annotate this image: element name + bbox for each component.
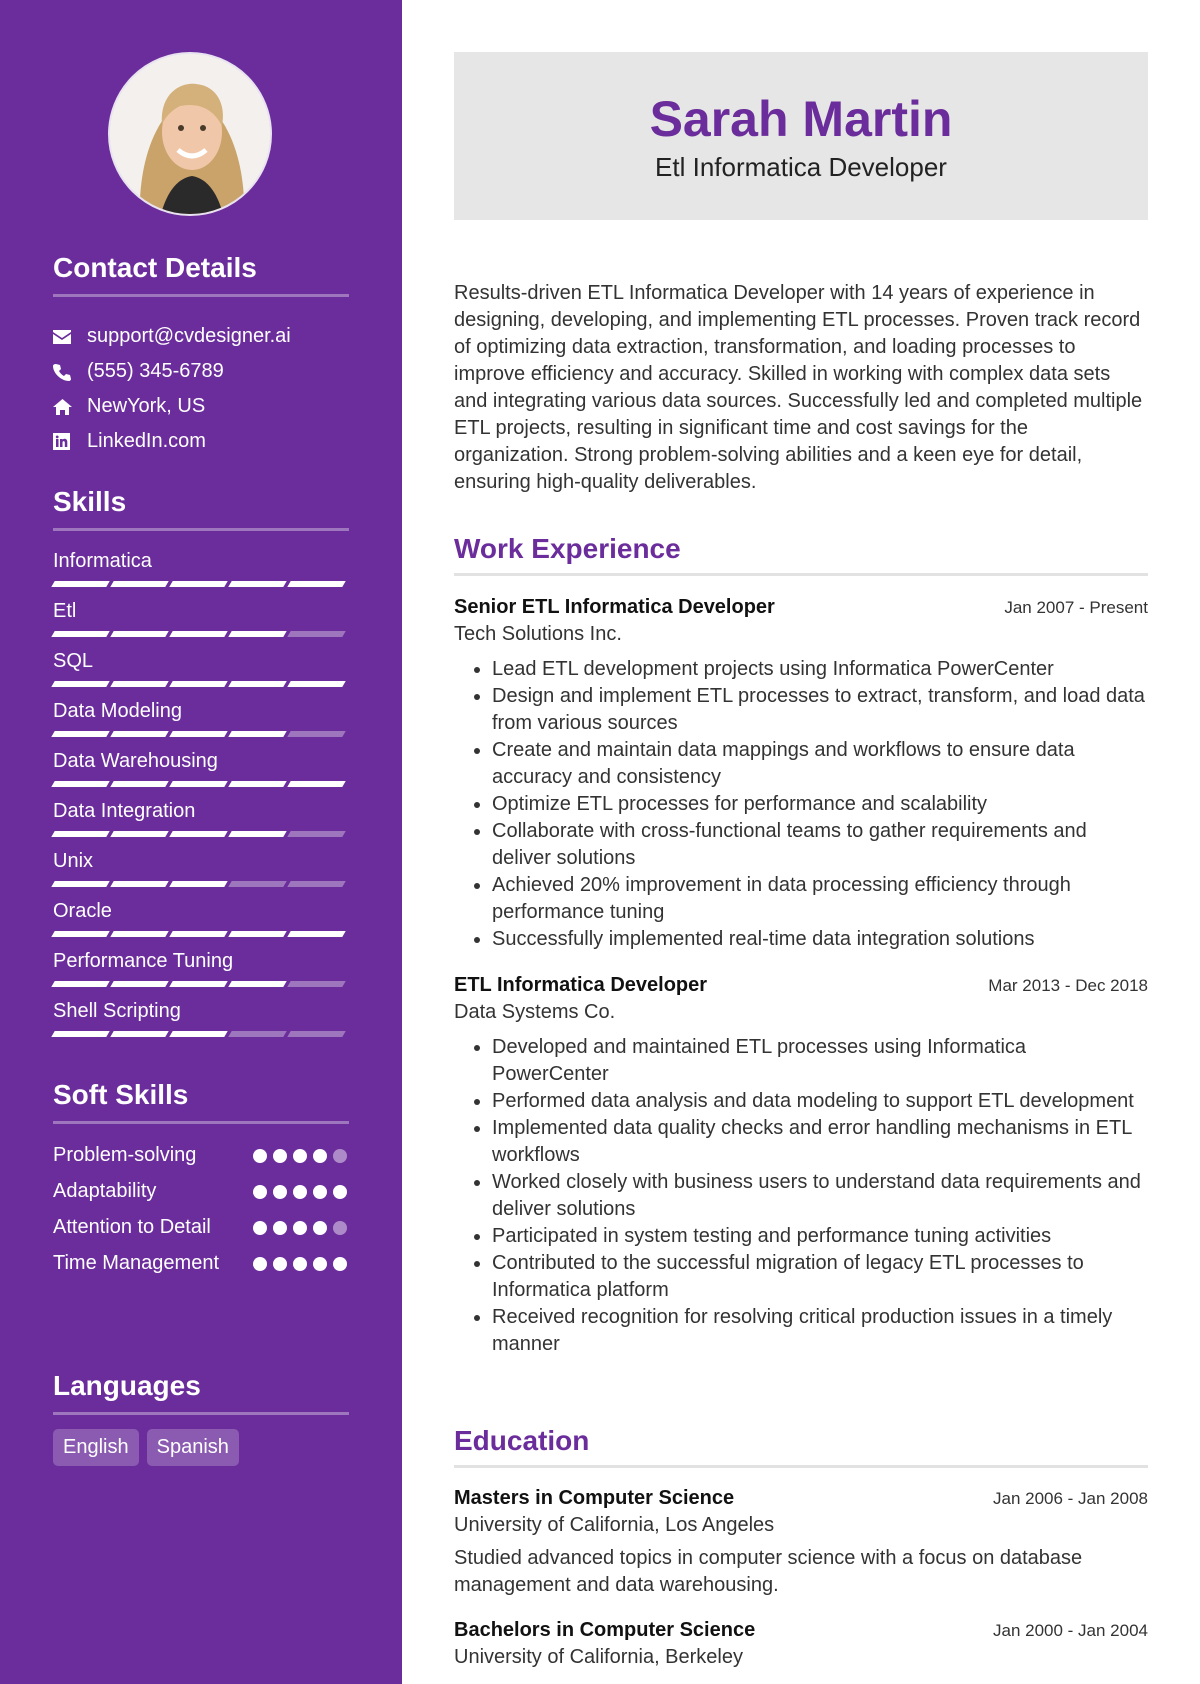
job-entry	[454, 974, 1148, 1358]
skill-level-segment	[287, 881, 345, 887]
skill-level-segment	[110, 581, 168, 587]
skill-item	[53, 549, 349, 599]
rating-dot	[293, 1185, 307, 1199]
soft-skill-list	[53, 1142, 349, 1277]
job-entry	[454, 596, 1148, 953]
skill-list	[53, 549, 349, 1049]
skill-level-segment	[51, 1031, 109, 1037]
degree-title: Masters in Computer Science	[454, 1487, 735, 1509]
phone-icon	[53, 363, 87, 381]
skill-level-segment	[110, 981, 168, 987]
school-name: University of California, Berkeley	[454, 1646, 743, 1668]
rating-dot	[313, 1185, 327, 1199]
skill-level-bar	[53, 831, 344, 837]
rating-dot	[293, 1221, 307, 1235]
job-bullet: • Worked closely with business users to understand data requirements and deliver solutions	[492, 1169, 1148, 1223]
skill-level-segment	[228, 981, 286, 987]
skill-level-segment	[228, 831, 286, 837]
skill-level-segment	[51, 981, 109, 987]
skill-level-segment	[228, 1031, 286, 1037]
skill-level-segment	[287, 631, 345, 637]
skill-item	[53, 799, 349, 849]
job-bullet: • Implemented data quality checks and error handling mechanisms in ETL workflows	[492, 1115, 1148, 1169]
job-bullet: • Optimize ETL processes for performance and scalability	[492, 791, 1148, 818]
rating-dot	[313, 1221, 327, 1235]
job-company: Data Systems Co.	[454, 1001, 616, 1023]
skill-level-segment	[169, 581, 227, 587]
skill-level-segment	[51, 781, 109, 787]
soft-skill-rating	[253, 1250, 349, 1271]
education-date: Jan 2006 - Jan 2008	[992, 1489, 1148, 1508]
job-bullets	[454, 656, 1148, 953]
skill-level-bar	[53, 781, 344, 787]
skill-level-segment	[228, 931, 286, 937]
rating-dot	[313, 1149, 327, 1163]
candidate-title: Etl Informatica Developer	[655, 152, 947, 182]
job-bullet: • Lead ETL development projects using Informatica PowerCenter	[492, 656, 1148, 683]
education-date: Jan 2000 - Jan 2004	[992, 1621, 1148, 1640]
skills-section	[53, 486, 349, 1049]
skill-name: Informatica	[53, 550, 152, 572]
skill-level-segment	[51, 881, 109, 887]
skill-level-segment	[228, 581, 286, 587]
profile-summary: Results-driven ETL Informatica Developer with 14 years of experience in designing, developing, and implementing ETL processes. Proven track record of optimizing data extraction, transformation, and loading processes to improve efficiency and accuracy. Skilled in working with complex data sets and integrating various data sources. Successfully led and completed multiple ETL projects, resulting in significant time and cost savings for the organization. Strong problem-solving abilities and a keen eye for detail, ensuring high-quality deliverables.	[454, 282, 1143, 493]
skill-name: Shell Scripting	[53, 1000, 181, 1022]
soft-skill-rating	[253, 1142, 349, 1163]
contact-location-text: NewYork, US	[87, 395, 206, 417]
skill-level-segment	[51, 631, 109, 637]
soft-skill-item	[53, 1214, 349, 1241]
education-entry	[454, 1487, 1148, 1599]
contact-phone-text: (555) 345-6789	[87, 360, 224, 382]
soft-skill-name: Time Management	[53, 1252, 219, 1274]
job-title: Senior ETL Informatica Developer	[454, 596, 775, 618]
job-bullet: • Developed and maintained ETL processes using Informatica PowerCenter	[492, 1034, 1148, 1088]
name-header	[454, 52, 1148, 220]
skill-name: Etl	[53, 600, 77, 622]
skill-name: Data Modeling	[53, 700, 182, 722]
contact-email[interactable]	[53, 319, 349, 354]
soft-skill-rating	[253, 1178, 349, 1199]
contact-linkedin[interactable]	[53, 424, 349, 459]
job-bullet: • Received recognition for resolving critical production issues in a timely manner	[492, 1304, 1148, 1358]
skill-level-bar	[53, 581, 344, 587]
skill-level-bar	[53, 881, 344, 887]
rating-dot	[333, 1185, 347, 1199]
skill-item	[53, 749, 349, 799]
skill-level-bar	[53, 931, 344, 937]
rating-dot	[253, 1257, 267, 1271]
skill-level-segment	[169, 731, 227, 737]
skill-level-segment	[110, 781, 168, 787]
skill-level-segment	[169, 931, 227, 937]
rating-dot	[293, 1257, 307, 1271]
skill-level-segment	[169, 681, 227, 687]
skill-name: SQL	[53, 650, 94, 672]
skill-level-segment	[169, 631, 227, 637]
linkedin-icon	[53, 433, 87, 450]
contact-location	[53, 389, 349, 424]
skill-level-bar	[53, 631, 344, 637]
skill-level-segment	[287, 681, 345, 687]
education-title: Education	[454, 1425, 1148, 1468]
skill-level-segment	[228, 731, 286, 737]
skill-level-segment	[110, 731, 168, 737]
skill-name: Performance Tuning	[53, 950, 234, 972]
job-company: Tech Solutions Inc.	[454, 623, 622, 645]
skill-name: Oracle	[53, 900, 112, 922]
skill-level-segment	[287, 1031, 345, 1037]
rating-dot	[253, 1149, 267, 1163]
degree-title: Bachelors in Computer Science	[454, 1619, 756, 1641]
skill-item	[53, 899, 349, 949]
job-bullet: • Participated in system testing and performance tuning activities	[492, 1223, 1148, 1250]
rating-dot	[333, 1221, 347, 1235]
contact-title: Contact Details	[53, 252, 349, 297]
skill-level-segment	[287, 781, 345, 787]
languages-title: Languages	[53, 1370, 349, 1415]
skill-level-segment	[51, 831, 109, 837]
skill-level-segment	[110, 831, 168, 837]
profile-photo-image	[110, 54, 272, 216]
skill-item	[53, 849, 349, 899]
skills-title: Skills	[53, 486, 349, 531]
rating-dot	[293, 1149, 307, 1163]
skill-item	[53, 999, 349, 1049]
education-description: Studied advanced topics in computer science with a focus on database management and data warehousing.	[454, 1547, 1083, 1596]
job-bullet: • Design and implement ETL processes to extract, transform, and load data from various sources	[492, 683, 1148, 737]
skill-level-bar	[53, 681, 344, 687]
skill-level-segment	[287, 931, 345, 937]
skill-level-segment	[51, 931, 109, 937]
language-list	[53, 1429, 349, 1466]
skill-level-segment	[169, 781, 227, 787]
education-entry	[454, 1619, 1148, 1669]
skill-level-segment	[228, 631, 286, 637]
rating-dot	[313, 1257, 327, 1271]
skill-item	[53, 649, 349, 699]
home-icon	[53, 399, 87, 415]
skill-name: Data Integration	[53, 800, 196, 822]
skill-level-segment	[287, 731, 345, 737]
job-bullet: • Create and maintain data mappings and workflows to ensure data accuracy and consistency	[492, 737, 1148, 791]
skill-item	[53, 599, 349, 649]
skill-level-segment	[110, 881, 168, 887]
skill-level-segment	[169, 981, 227, 987]
skill-level-segment	[51, 681, 109, 687]
contact-linkedin-text: LinkedIn.com	[87, 430, 206, 452]
language-tag: Spanish	[147, 1429, 239, 1466]
skill-level-segment	[228, 781, 286, 787]
job-bullets	[454, 1034, 1148, 1358]
job-title: ETL Informatica Developer	[454, 974, 708, 996]
skill-item	[53, 699, 349, 749]
rating-dot	[273, 1185, 287, 1199]
soft-skill-item	[53, 1250, 349, 1277]
job-bullet: • Successfully implemented real-time data integration solutions	[492, 926, 1148, 953]
skill-level-segment	[169, 831, 227, 837]
rating-dot	[273, 1149, 287, 1163]
skill-level-segment	[110, 1031, 168, 1037]
job-bullet: • Performed data analysis and data modeling to support ETL development	[492, 1088, 1148, 1115]
rating-dot	[253, 1185, 267, 1199]
school-name: University of California, Los Angeles	[454, 1514, 775, 1536]
skill-level-segment	[110, 631, 168, 637]
job-bullet: • Contributed to the successful migration of legacy ETL processes to Informatica platform	[492, 1250, 1148, 1304]
contact-email-text: support@cvdesigner.ai	[87, 325, 291, 347]
skill-level-segment	[287, 581, 345, 587]
profile-photo	[108, 52, 272, 216]
soft-skill-name: Problem-solving	[53, 1144, 197, 1166]
skill-level-bar	[53, 731, 344, 737]
job-date: Jan 2007 - Present	[1004, 598, 1148, 617]
contact-phone[interactable]	[53, 354, 349, 389]
skill-level-bar	[53, 1031, 344, 1037]
skill-level-segment	[51, 731, 109, 737]
sidebar	[0, 0, 402, 1684]
job-date: Mar 2013 - Dec 2018	[988, 976, 1148, 995]
skill-level-segment	[169, 881, 227, 887]
skill-level-bar	[53, 981, 344, 987]
skill-level-segment	[287, 981, 345, 987]
skill-level-segment	[287, 831, 345, 837]
soft-skill-item	[53, 1142, 349, 1169]
languages-section	[53, 1370, 349, 1466]
soft-skills-section	[53, 1079, 349, 1286]
candidate-name: Sarah Martin	[649, 91, 953, 147]
rating-dot	[333, 1257, 347, 1271]
soft-skills-title: Soft Skills	[53, 1079, 349, 1124]
skill-item	[53, 949, 349, 999]
skill-level-segment	[110, 931, 168, 937]
soft-skill-item	[53, 1178, 349, 1205]
skill-name: Data Warehousing	[53, 750, 218, 772]
soft-skill-name: Adaptability	[53, 1180, 157, 1202]
language-tag: English	[53, 1429, 139, 1466]
envelope-icon	[53, 330, 87, 344]
job-bullet: • Achieved 20% improvement in data processing efficiency through performance tuning	[492, 872, 1148, 926]
soft-skill-name: Attention to Detail	[53, 1216, 211, 1238]
soft-skill-rating	[253, 1214, 349, 1235]
skill-level-segment	[228, 681, 286, 687]
rating-dot	[273, 1257, 287, 1271]
rating-dot	[333, 1149, 347, 1163]
skill-level-segment	[169, 1031, 227, 1037]
work-experience-title: Work Experience	[454, 533, 1148, 576]
rating-dot	[273, 1221, 287, 1235]
skill-level-segment	[110, 681, 168, 687]
skill-name: Unix	[53, 850, 94, 872]
contact-section	[53, 252, 349, 459]
job-bullet: • Collaborate with cross-functional teams to gather requirements and deliver solutions	[492, 818, 1148, 872]
rating-dot	[253, 1221, 267, 1235]
skill-level-segment	[228, 881, 286, 887]
skill-level-segment	[51, 581, 109, 587]
